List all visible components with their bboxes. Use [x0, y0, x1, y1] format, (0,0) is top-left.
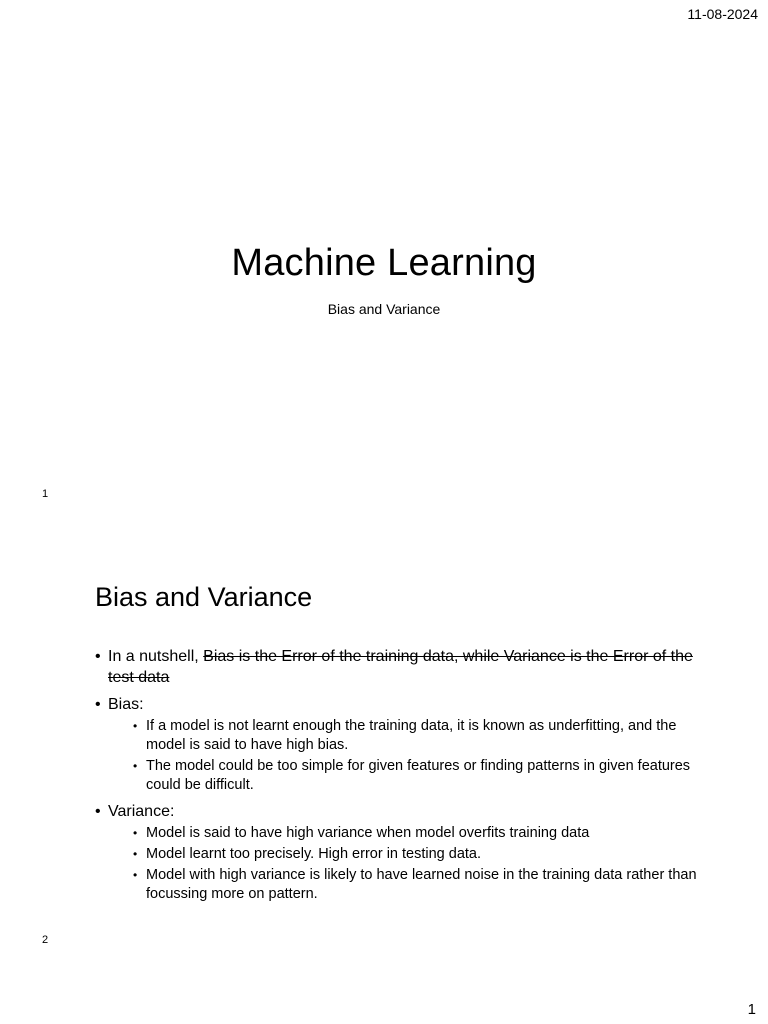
bias-point: • The model could be too simple for given features or finding patterns in given features could be difficult. [108, 757, 705, 795]
nutshell-prefix: In a nutshell, [108, 648, 204, 665]
page-number: 1 [747, 1001, 756, 1018]
slide-2-bullet-list [95, 646, 705, 910]
variance-point: • Model is said to have high variance when model overfits training data [108, 824, 705, 843]
variance-sub-list [108, 824, 705, 904]
slide-1-subtitle: Bias and Variance [327, 301, 441, 317]
bias-heading: Bias: [108, 696, 144, 713]
slide-1-title: Machine Learning [231, 242, 537, 284]
slide-2-number: 2 [42, 934, 49, 946]
nutshell-struck-text: Bias is the Error of the training data, while Variance is the Error of the test data [108, 648, 693, 686]
slide-2-title: Bias and Variance [95, 582, 313, 612]
bias-point: • If a model is not learnt enough the training data, it is known as underfitting, and the model is said to have high bias. [108, 717, 705, 755]
variance-heading: Variance: [108, 803, 175, 820]
bias-sub-list [108, 717, 705, 795]
slide-1-number: 1 [42, 488, 49, 500]
variance-point: • Model learnt too precisely. High error in testing data. [108, 845, 705, 864]
bullet-in-a-nutshell [95, 646, 705, 688]
print-date: 11-08-2024 [687, 6, 758, 22]
bullet-variance [95, 801, 705, 904]
bullet-bias [95, 694, 705, 795]
variance-point: • Model with high variance is likely to have learned noise in the training data rather than focussing more on pattern. [108, 866, 705, 904]
